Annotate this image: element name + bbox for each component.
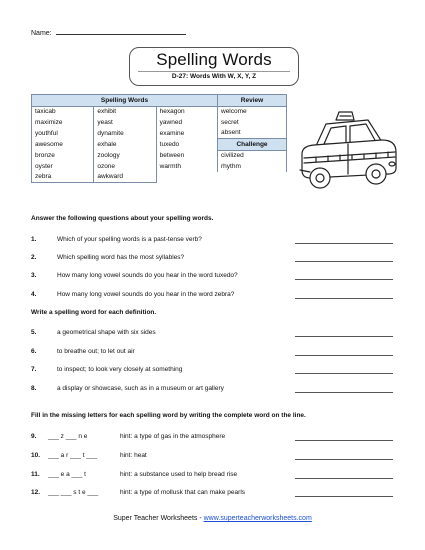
table-row — [32, 128, 287, 139]
question-number: 11. — [31, 471, 40, 478]
footer-link[interactable]: www.superteacherworksheets.com — [203, 515, 312, 522]
empty-cell — [156, 172, 217, 183]
page-subtitle: D-27: Words With W, X, Y, Z — [171, 73, 257, 80]
answer-line[interactable] — [295, 478, 393, 479]
word-cell: exhale — [94, 139, 156, 151]
table-row — [32, 172, 287, 183]
footer-text: Super Teacher Worksheets - — [113, 515, 204, 522]
answer-line[interactable] — [295, 440, 393, 441]
spelling-words-table — [31, 94, 287, 183]
word-cell: dynamite — [94, 128, 156, 139]
word-cell: tuxedo — [156, 139, 217, 151]
word-cell: taxicab — [32, 106, 94, 117]
question-text: How many long vowel sounds do you hear in the word tuxedo? — [57, 272, 238, 279]
word-cell: between — [156, 150, 217, 161]
answer-line[interactable] — [295, 279, 393, 280]
word-cell: zoology — [94, 150, 156, 161]
word-pattern: ___ a r ___ t ___ — [48, 452, 98, 459]
question-text: a display or showcase, such as in a museum or art gallery — [57, 385, 224, 392]
question-number: 8. — [31, 385, 37, 392]
empty-cell — [218, 172, 287, 183]
hint-text: hint: a substance used to help bread rise — [120, 471, 238, 478]
challenge-header: Challenge — [218, 139, 287, 151]
title-box — [129, 47, 299, 86]
title-divider — [138, 71, 290, 72]
answer-line[interactable] — [295, 392, 393, 393]
word-cell: bronze — [32, 150, 94, 161]
answer-line[interactable] — [295, 373, 393, 374]
question-text: Which spelling word has the most syllables? — [57, 254, 185, 261]
review-word: welcome — [218, 106, 287, 117]
review-word: secret — [218, 117, 287, 128]
word-cell: yeast — [94, 117, 156, 128]
table-row — [32, 117, 287, 128]
word-cell: maximize — [32, 117, 94, 128]
word-cell: warmth — [156, 161, 217, 172]
word-cell: examine — [156, 128, 217, 139]
word-pattern: ___ e a ___ t — [48, 471, 86, 478]
footer — [0, 515, 425, 522]
question-number: 4. — [31, 291, 37, 298]
answer-line[interactable] — [295, 459, 393, 460]
question-number: 9. — [31, 433, 37, 440]
table-row — [32, 150, 287, 161]
challenge-word: rhythm — [218, 161, 287, 172]
answer-line[interactable] — [295, 336, 393, 337]
review-word: absent — [218, 128, 287, 139]
word-cell: yawned — [156, 117, 217, 128]
question-number: 10. — [31, 452, 41, 459]
question-text: to breathe out; to let out air — [57, 348, 135, 355]
question-text: How many long vowel sounds do you hear in the word zebra? — [57, 291, 235, 298]
section2-heading: Write a spelling word for each definition. — [31, 309, 157, 316]
table-row — [32, 161, 287, 172]
hint-text: hint: a type of mollusk that can make pearls — [120, 489, 246, 496]
answer-line[interactable] — [295, 243, 393, 244]
challenge-word: civilized — [218, 150, 287, 161]
question-number: 2. — [31, 254, 37, 261]
name-label: Name: — [31, 30, 52, 37]
name-input-line[interactable] — [56, 27, 186, 35]
word-cell: awesome — [32, 139, 94, 151]
name-row — [31, 27, 186, 37]
table-row — [32, 139, 287, 151]
page-title: Spelling Words — [156, 50, 272, 69]
word-cell: oyster — [32, 161, 94, 172]
question-text: Which of your spelling words is a past-tense verb? — [57, 236, 202, 243]
table-row — [32, 106, 287, 117]
review-header: Review — [218, 95, 287, 107]
answer-line[interactable] — [295, 355, 393, 356]
word-cell: youthful — [32, 128, 94, 139]
hint-text: hint: heat — [120, 452, 147, 459]
question-number: 12. — [31, 489, 41, 496]
section3-heading: Fill in the missing letters for each spelling word by writing the complete word on the line. — [31, 412, 306, 419]
word-cell: ozone — [94, 161, 156, 172]
word-pattern: ___ ___ s t e ___ — [48, 489, 99, 496]
answer-line[interactable] — [295, 496, 393, 497]
question-number: 5. — [31, 329, 37, 336]
hint-text: hint: a type of gas in the atmosphere — [120, 433, 226, 440]
word-cell: exhibit — [94, 106, 156, 117]
question-text: to inspect; to look very closely at something — [57, 366, 183, 373]
spelling-words-header: Spelling Words — [32, 95, 218, 107]
section1-heading: Answer the following questions about your spelling words. — [31, 215, 214, 222]
word-cell: hexagon — [156, 106, 217, 117]
question-text: a geometrical shape with six sides — [57, 329, 156, 336]
question-number: 6. — [31, 348, 37, 355]
word-pattern: ___ z ___ n e — [48, 433, 88, 440]
word-cell: awkward — [94, 172, 156, 183]
answer-line[interactable] — [295, 298, 393, 299]
taxi-icon — [296, 106, 400, 194]
question-number: 3. — [31, 272, 37, 279]
question-number: 7. — [31, 366, 37, 373]
word-cell: zebra — [32, 172, 94, 183]
answer-line[interactable] — [295, 261, 393, 262]
question-number: 1. — [31, 236, 37, 243]
